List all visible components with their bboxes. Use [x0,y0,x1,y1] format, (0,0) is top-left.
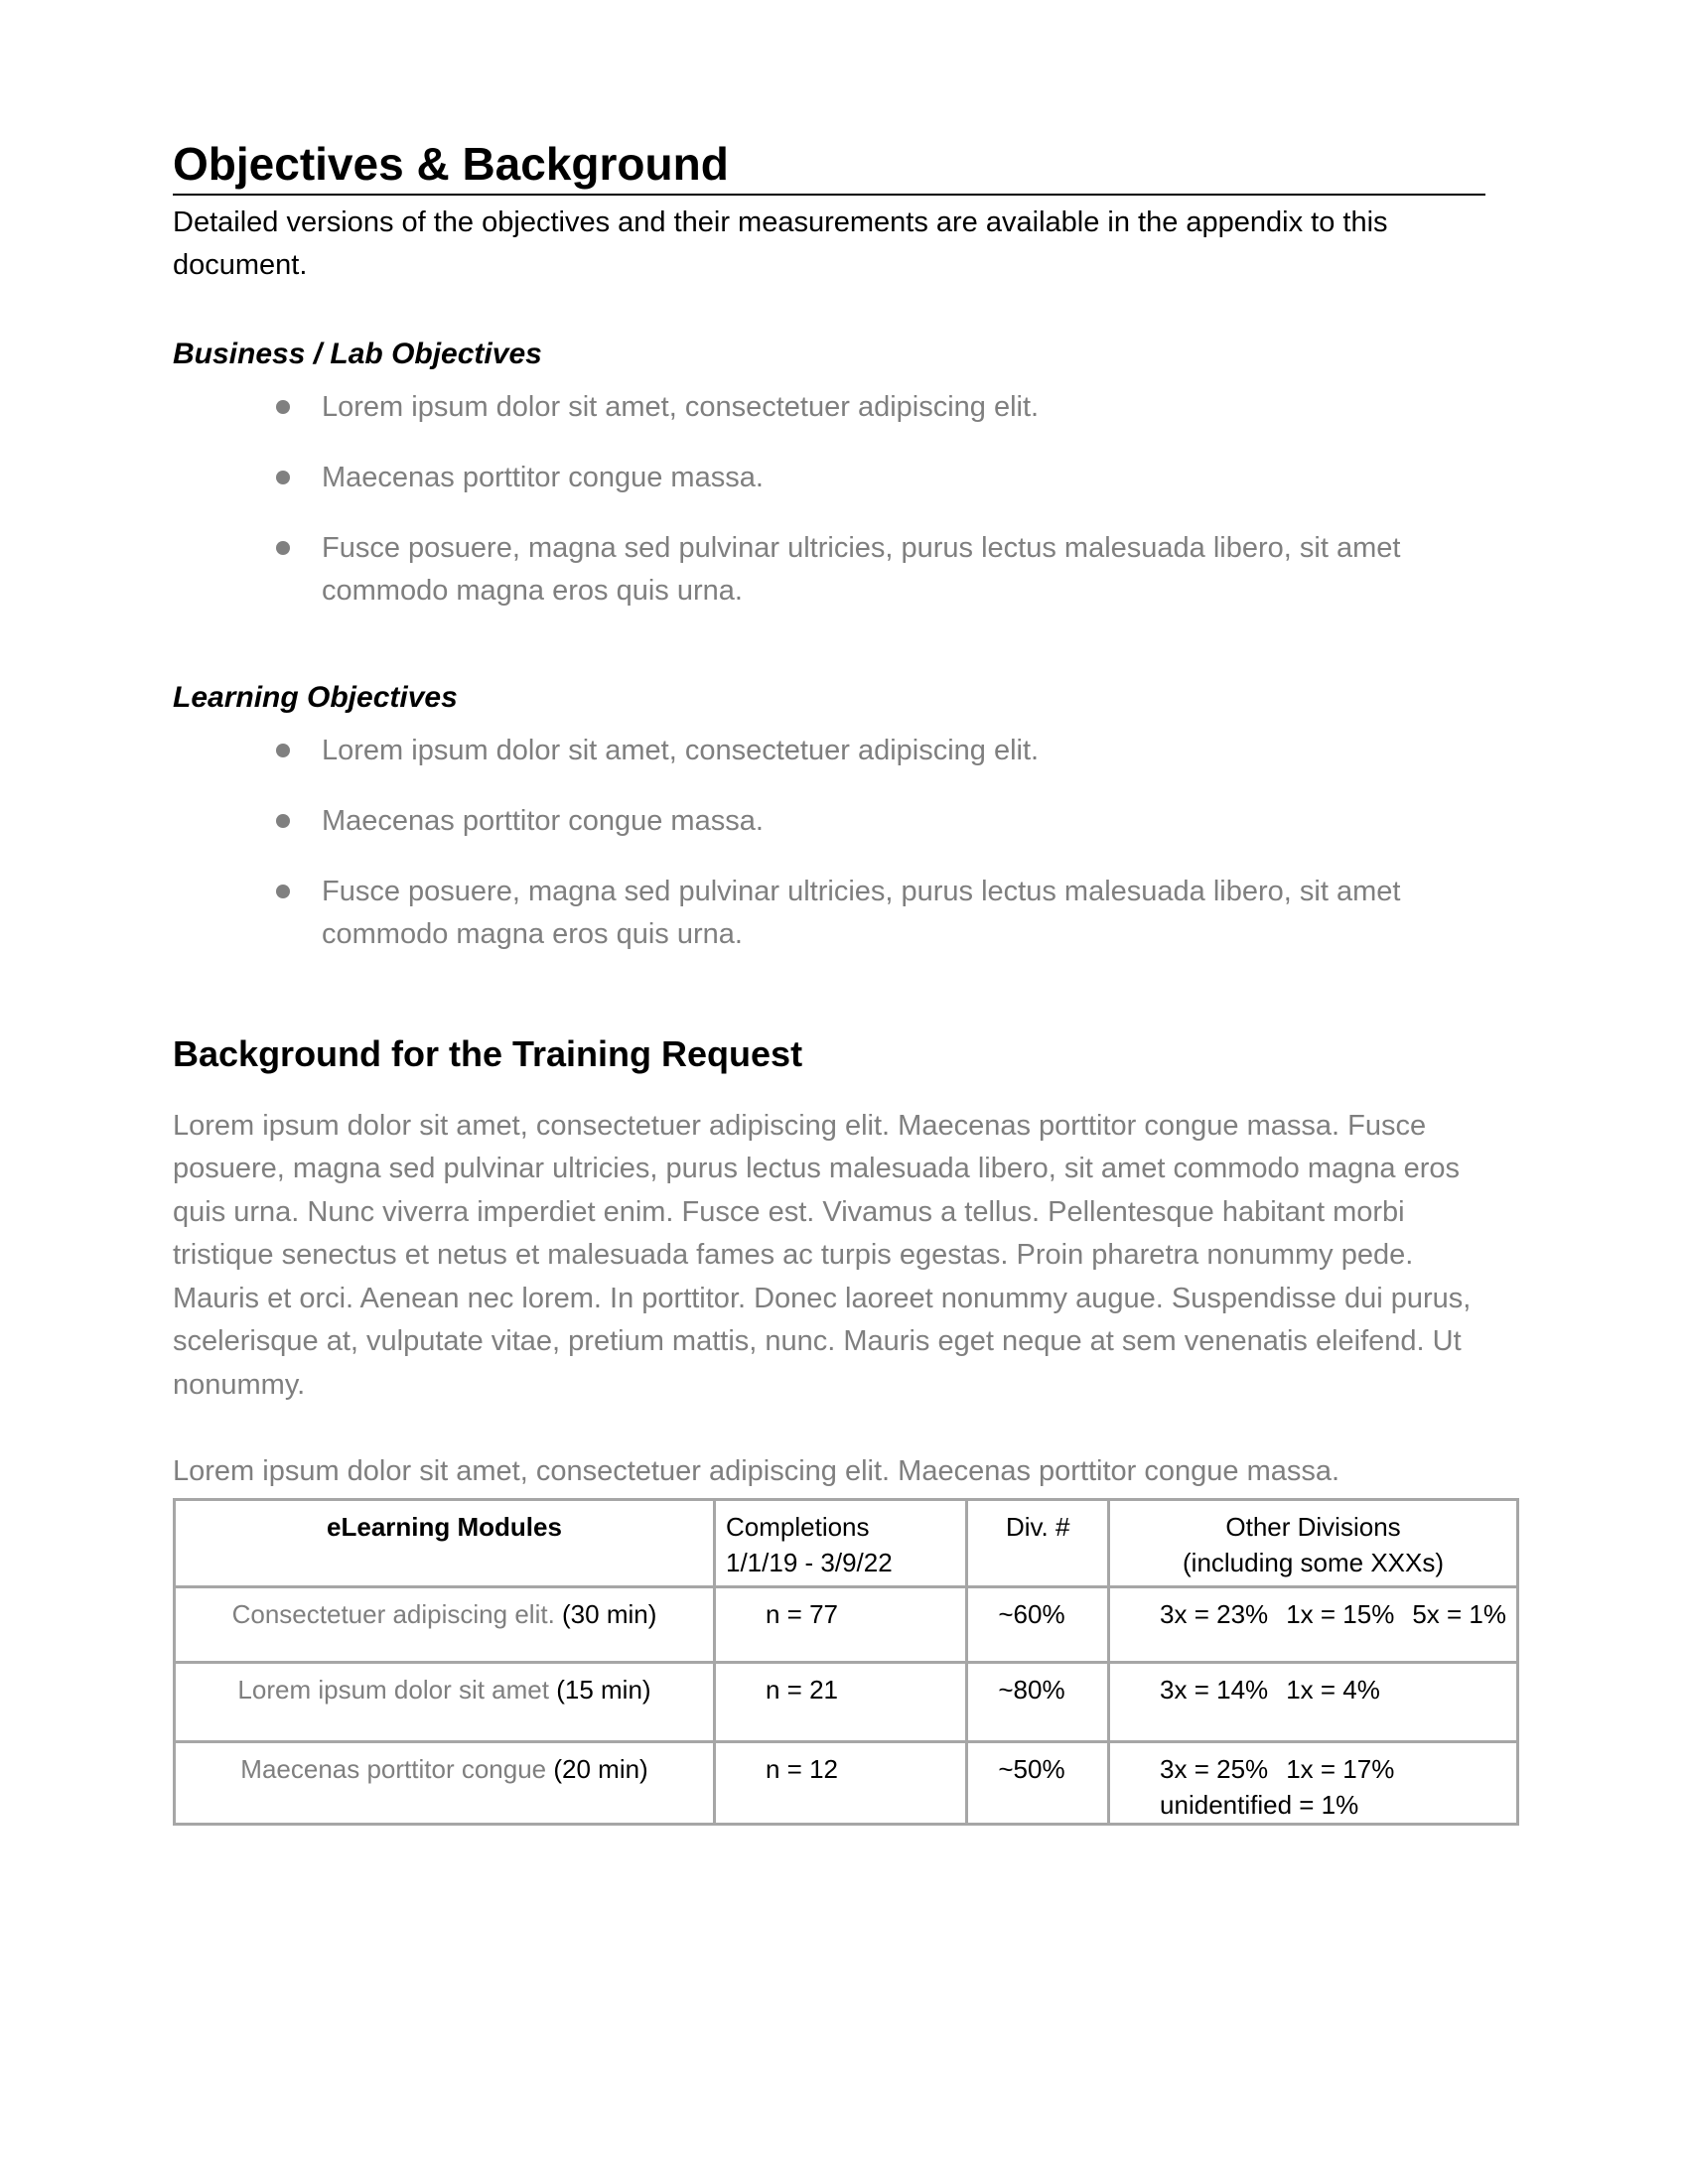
list-item [173,386,1483,429]
module-name: Maecenas porttitor congue [240,1753,547,1784]
header-completions-label: Completions [726,1511,870,1542]
other-divisions-cell [1109,1741,1518,1824]
header-modules: eLearning Modules [175,1499,715,1586]
elearning-modules-table [173,1498,1519,1826]
other-value: 3x = 14% [1160,1674,1269,1705]
completions-cell: n = 21 [715,1662,967,1741]
div-cell: ~60% [967,1586,1109,1662]
other-divisions-cell [1109,1586,1518,1662]
bullet-icon [276,400,290,414]
background-heading: Background for the Training Request [173,1032,803,1074]
list-item [173,800,1483,843]
table-header-row [175,1499,1518,1586]
other-unidentified: unidentified = 1% [1160,1789,1359,1820]
bullet-icon [276,541,290,555]
header-other-label: Other Divisions [1225,1511,1401,1542]
other-divisions-cell [1109,1662,1518,1741]
list-item [173,871,1483,956]
header-other-note: (including some XXXs) [1183,1547,1445,1577]
module-duration: (20 min) [546,1753,648,1784]
bullet-icon [276,814,290,828]
table-row [175,1741,1518,1824]
bullet-icon [276,471,290,484]
completions-cell: n = 12 [715,1741,967,1824]
background-paragraph-2: Lorem ipsum dolor sit amet, consectetuer adipiscing elit. Maecenas porttitor congue massa. [173,1455,1340,1488]
module-duration: (15 min) [548,1674,651,1705]
div-cell: ~50% [967,1741,1109,1824]
list-item-text: Maecenas porttitor congue massa. [322,461,764,493]
table-row [175,1586,1518,1662]
table-row [175,1662,1518,1741]
other-value: 3x = 23% [1160,1598,1269,1629]
header-other-divisions [1109,1499,1518,1586]
bullet-icon [276,744,290,757]
module-cell [175,1662,715,1741]
header-completions [715,1499,967,1586]
other-value: 5x = 1% [1412,1598,1506,1629]
intro-paragraph: Detailed versions of the objectives and their measurements are available in the appendix to this document. [173,205,1388,281]
page-title: Objectives & Background [173,139,1485,196]
module-cell [175,1741,715,1824]
list-item-text: Fusce posuere, magna sed pulvinar ultricies, purus lectus malesuada libero, sit amet commodo magna eros quis urna. [322,875,1401,950]
module-cell [175,1586,715,1662]
div-cell: ~80% [967,1662,1109,1741]
other-value: 1x = 4% [1286,1674,1380,1705]
business-objectives-heading: Business / Lab Objectives [173,337,542,370]
list-item [173,527,1483,613]
other-value: 3x = 25% [1160,1753,1269,1784]
bullet-icon [276,885,290,898]
module-name: Lorem ipsum dolor sit amet [237,1674,549,1705]
document-page [173,139,1519,1826]
module-duration: (30 min) [554,1598,657,1629]
learning-objectives-list [173,730,1519,956]
module-name: Consectetuer adipiscing elit. [231,1598,555,1629]
header-completions-range: 1/1/19 - 3/9/22 [726,1547,893,1577]
learning-objectives-heading: Learning Objectives [173,680,458,714]
list-item [173,730,1483,772]
completions-cell: n = 77 [715,1586,967,1662]
other-value: 1x = 17% [1286,1753,1395,1784]
list-item-text: Lorem ipsum dolor sit amet, consectetuer adipiscing elit. [322,390,1040,423]
list-item [173,457,1483,499]
list-item-text: Fusce posuere, magna sed pulvinar ultricies, purus lectus malesuada libero, sit amet commodo magna eros quis urna. [322,531,1401,607]
background-paragraph-1: Lorem ipsum dolor sit amet, consectetuer adipiscing elit. Maecenas porttitor congue massa. Fusce posuere, magna sed pulvinar ultricies, purus lectus malesuada libero, sit amet commodo magna eros quis urna. Nunc viverra imperdiet enim. Fusce est. Vivamus a tellus. Pellentesque habitant morbi tristique senectus et netus et malesuada fames ac turpis egestas. Proin pharetra nonummy pede. Mauris et orci. Aenean nec lorem. In porttitor. Donec laoreet nonummy augue. Suspendisse dui purus, scelerisque at, vulputate vitae, pretium mattis, nunc. Mauris eget neque at sem venenatis eleifend. Ut nonummy. [173,1109,1472,1401]
list-item-text: Lorem ipsum dolor sit amet, consectetuer adipiscing elit. [322,734,1040,766]
other-value: 1x = 15% [1286,1598,1395,1629]
list-item-text: Maecenas porttitor congue massa. [322,804,764,837]
business-objectives-list [173,386,1519,613]
header-div: Div. # [967,1499,1109,1586]
